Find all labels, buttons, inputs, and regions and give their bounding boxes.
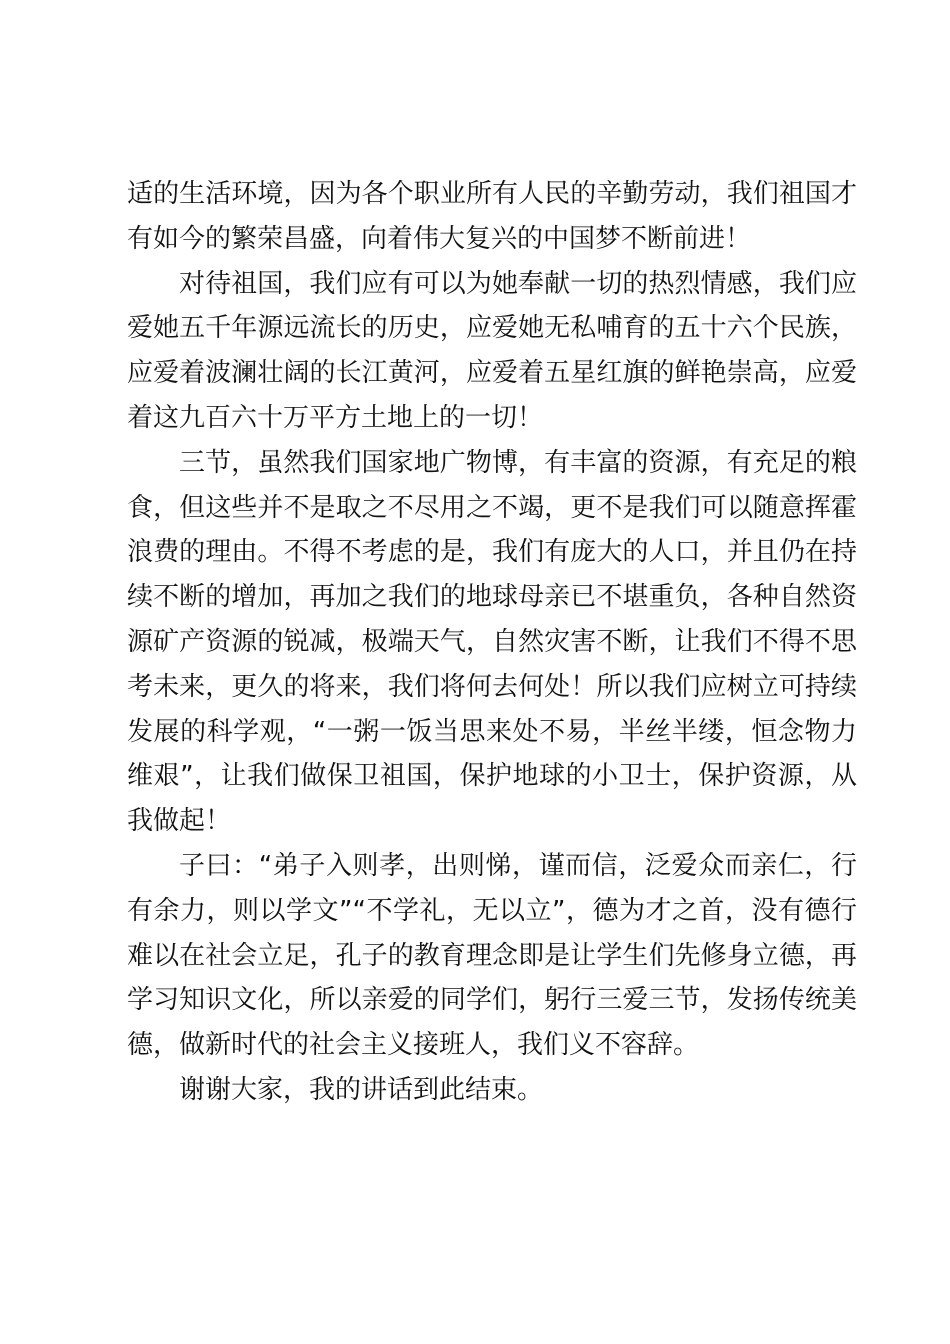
document-body	[127, 172, 857, 1113]
paragraph-confucius-quote: 子曰：“弟子入则孝，出则悌，谨而信，泛爱众而亲仁，行有余力，则以学文”“不学礼，无以立”，德为才之首，没有德行难以在社会立足，孔子的教育理念即是让学生们先修身立德，再学习知识文化，所以亲爱的同学们，躬行三爱三节，发扬传统美德，做新时代的社会主义接班人，我们义不容辞。	[127, 850, 857, 1061]
paragraph-continuation: 适的生活环境，因为各个职业所有人民的辛勤劳动，我们祖国才有如今的繁荣昌盛，向着伟大复兴的中国梦不断前进！	[127, 179, 857, 254]
paragraph-love-motherland: 对待祖国，我们应有可以为她奉献一切的热烈情感，我们应爱她五千年源远流长的历史，应爱她无私哺育的五十六个民族，应爱着波澜壮阔的长江黄河，应爱着五星红旗的鲜艳崇高，应爱着这九百六十万平方土地上的一切！	[127, 268, 857, 433]
paragraph-closing: 谢谢大家，我的讲话到此结束。	[179, 1074, 544, 1105]
paragraph-three-savings: 三节，虽然我们国家地广物博，有丰富的资源，有充足的粮食，但这些并不是取之不尽用之不竭，更不是我们可以随意挥霍浪费的理由。不得不考虑的是，我们有庞大的人口，并且仍在持续不断的增加，再加之我们的地球母亲已不堪重负，各种自然资源矿产资源的锐减，极端天气，自然灾害不断，让我们不得不思考未来，更久的将来，我们将何去何处！所以我们应树立可持续发展的科学观，“一粥一饭当思来处不易，半丝半缕，恒念物力维艰”，让我们做保卫祖国，保护地球的小卫士，保护资源，从我做起！	[127, 447, 857, 837]
